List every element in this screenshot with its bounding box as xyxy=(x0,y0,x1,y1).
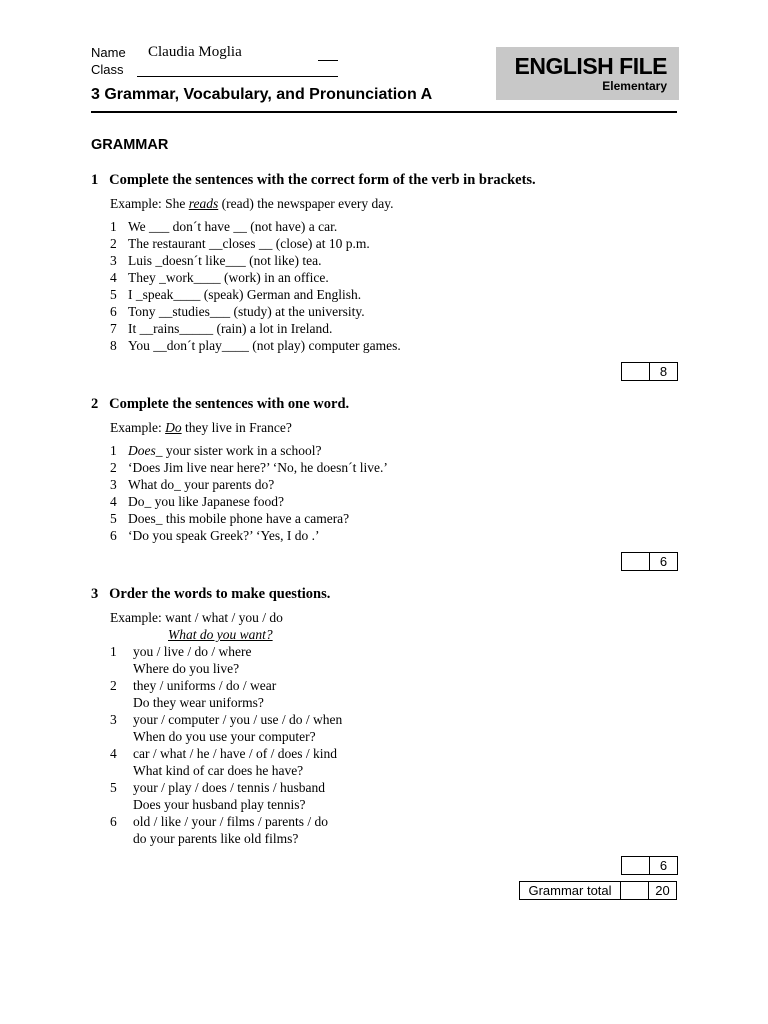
page-title: 3 Grammar, Vocabulary, and Pronunciation A xyxy=(91,86,433,103)
ex2-item-text[interactable]: ‘Do you speak Greek?’ ‘Yes, I do .’ xyxy=(128,528,320,543)
ex3-item-words: you / live / do / where xyxy=(133,644,252,659)
ex1-item-text[interactable]: You __don´t play____ (not play) computer games. xyxy=(128,338,401,353)
ex1-score-max: 8 xyxy=(659,364,668,379)
ex1-item-number: 2 xyxy=(110,236,117,251)
ex2-score-max: 6 xyxy=(659,554,668,569)
ex2-example xyxy=(110,419,292,436)
ex1-item-number: 6 xyxy=(110,304,117,319)
ex1-score-input[interactable] xyxy=(622,363,650,380)
ex3-item-words: old / like / your / films / parents / do xyxy=(133,814,328,829)
grammar-total-box xyxy=(519,881,677,900)
ex3-item-words: your / play / does / tennis / husband xyxy=(133,780,325,795)
ex1-item-number: 3 xyxy=(110,253,117,268)
ex3-item-answer[interactable]: Where do you live? xyxy=(133,661,240,676)
grammar-total-max: 20 xyxy=(655,883,670,898)
name-label: Name xyxy=(91,45,126,60)
ex3-item-number: 2 xyxy=(110,678,117,693)
ex2-item-text[interactable]: Does_ this mobile phone have a camera? xyxy=(128,511,350,526)
ex1-item-number: 8 xyxy=(110,338,117,353)
ex3-example-words: want / what / you / do xyxy=(165,610,283,625)
ex2-item-number: 2 xyxy=(110,460,117,475)
name-value[interactable]: Claudia Moglia xyxy=(148,44,242,60)
ex3-item xyxy=(110,813,342,830)
ex1-number: 1 xyxy=(91,172,99,188)
ex2-item xyxy=(110,476,388,493)
ex1-heading xyxy=(91,172,536,189)
ex1-item-text[interactable]: The restaurant __closes __ (close) at 10 p.m. xyxy=(128,236,370,251)
ex1-item xyxy=(110,252,401,269)
ex2-example-prefix: Example: xyxy=(110,420,166,435)
ex1-item-number: 1 xyxy=(110,219,117,234)
ex1-item-number: 7 xyxy=(110,321,117,336)
ex1-item xyxy=(110,286,401,303)
ex3-item-number: 1 xyxy=(110,644,117,659)
ex2-item xyxy=(110,459,388,476)
ex1-example-prefix: Example: She xyxy=(110,196,189,211)
ex3-item-number: 6 xyxy=(110,814,117,829)
ex1-item-text[interactable]: Luis _doesn´t like___ (not like) tea. xyxy=(128,253,322,268)
ex3-item-words: your / computer / you / use / do / when xyxy=(133,712,343,727)
ex2-example-answer: Do xyxy=(165,420,182,435)
ex1-item-number: 4 xyxy=(110,270,117,285)
ex2-item-text[interactable]: ‘Does Jim live near here?’ ‘No, he doesn´t live.’ xyxy=(128,460,388,475)
ex3-item xyxy=(110,745,342,762)
name-underline xyxy=(318,60,338,61)
ex2-item-text[interactable]: Do_ you like Japanese food? xyxy=(128,494,284,509)
ex3-example-answer-text: What do you want? xyxy=(168,627,273,642)
ex3-list xyxy=(110,643,342,847)
ex2-item xyxy=(110,527,388,544)
ex3-item xyxy=(110,779,342,796)
ex1-instruction: Complete the sentences with the correct form of the verb in brackets. xyxy=(109,172,536,188)
ex2-item-text[interactable]: What do_ your parents do? xyxy=(128,477,275,492)
ex2-item-text[interactable]: _ your sister work in a school? xyxy=(155,443,322,458)
ex3-item-answer[interactable]: What kind of car does he have? xyxy=(133,763,304,778)
ex3-item-number: 5 xyxy=(110,780,117,795)
ex2-heading xyxy=(91,396,349,413)
ex2-list xyxy=(110,442,388,544)
ex2-item xyxy=(110,442,388,459)
ex2-item xyxy=(110,493,388,510)
ex3-item-number: 4 xyxy=(110,746,117,761)
ex1-item-text[interactable]: They _work____ (work) in an office. xyxy=(128,270,329,285)
ex1-item-text[interactable]: I _speak____ (speak) German and English. xyxy=(128,287,362,302)
ex1-example-suffix: (read) the newspaper every day. xyxy=(218,196,394,211)
ex3-item-answer[interactable]: do your parents like old films? xyxy=(133,831,299,846)
ex1-example xyxy=(110,195,394,212)
class-label: Class xyxy=(91,62,124,77)
class-field[interactable] xyxy=(137,76,338,77)
ex3-item-words: they / uniforms / do / wear xyxy=(133,678,277,693)
ex3-score-input[interactable] xyxy=(622,857,650,874)
ex1-item-text[interactable]: We ___ don´t have __ (not have) a car. xyxy=(128,219,338,234)
ex2-number: 2 xyxy=(91,396,99,412)
ex1-item xyxy=(110,269,401,286)
ex2-example-suffix: they live in France? xyxy=(181,420,292,435)
ex3-item xyxy=(110,677,342,694)
ex3-example-prefix: Example: xyxy=(110,610,166,625)
ex3-item-number: 3 xyxy=(110,712,117,727)
ex3-example-answer xyxy=(168,626,273,643)
english-file-logo xyxy=(496,47,679,100)
ex1-score-box xyxy=(621,362,678,381)
ex3-item-answer[interactable]: Does your husband play tennis? xyxy=(133,797,306,812)
ex2-item xyxy=(110,510,388,527)
ex1-item xyxy=(110,235,401,252)
ex1-item xyxy=(110,337,401,354)
ex3-item-answer[interactable]: When do you use your computer? xyxy=(133,729,316,744)
ex1-item-text[interactable]: It __rains_____ (rain) a lot in Ireland. xyxy=(128,321,333,336)
ex2-instruction: Complete the sentences with one word. xyxy=(109,396,350,412)
ex3-item xyxy=(110,711,342,728)
ex2-item-number: 6 xyxy=(110,528,117,543)
ex1-item xyxy=(110,218,401,235)
ex1-item xyxy=(110,303,401,320)
ex1-item-text[interactable]: Tony __studies___ (study) at the university. xyxy=(128,304,365,319)
ex3-heading xyxy=(91,586,330,603)
ex3-item xyxy=(110,643,342,660)
logo-subtitle: Elementary xyxy=(602,79,667,93)
ex3-instruction: Order the words to make questions. xyxy=(109,586,331,602)
ex3-score-max: 6 xyxy=(659,858,668,873)
logo-title: ENGLISH FILE xyxy=(514,53,667,79)
ex3-item-answer[interactable]: Do they wear uniforms? xyxy=(133,695,264,710)
ex2-item-number: 1 xyxy=(110,443,117,458)
ex1-list xyxy=(110,218,401,354)
grammar-total-label: Grammar total xyxy=(520,882,621,899)
ex3-score-box xyxy=(621,856,678,875)
ex2-score-input[interactable] xyxy=(622,553,650,570)
ex3-example xyxy=(110,609,283,626)
ex2-item-number: 4 xyxy=(110,494,117,509)
ex3-number: 3 xyxy=(91,586,99,602)
section-title: GRAMMAR xyxy=(91,137,169,153)
ex2-item-number: 5 xyxy=(110,511,117,526)
ex2-item-number: 3 xyxy=(110,477,117,492)
header-divider xyxy=(91,111,677,113)
ex2-item-answer: Does xyxy=(128,443,156,458)
ex1-item xyxy=(110,320,401,337)
ex1-example-answer: reads xyxy=(188,196,219,211)
ex3-item-words: car / what / he / have / of / does / kind xyxy=(133,746,337,761)
grammar-total-input[interactable] xyxy=(621,882,649,899)
ex1-item-number: 5 xyxy=(110,287,117,302)
ex2-score-box xyxy=(621,552,678,571)
